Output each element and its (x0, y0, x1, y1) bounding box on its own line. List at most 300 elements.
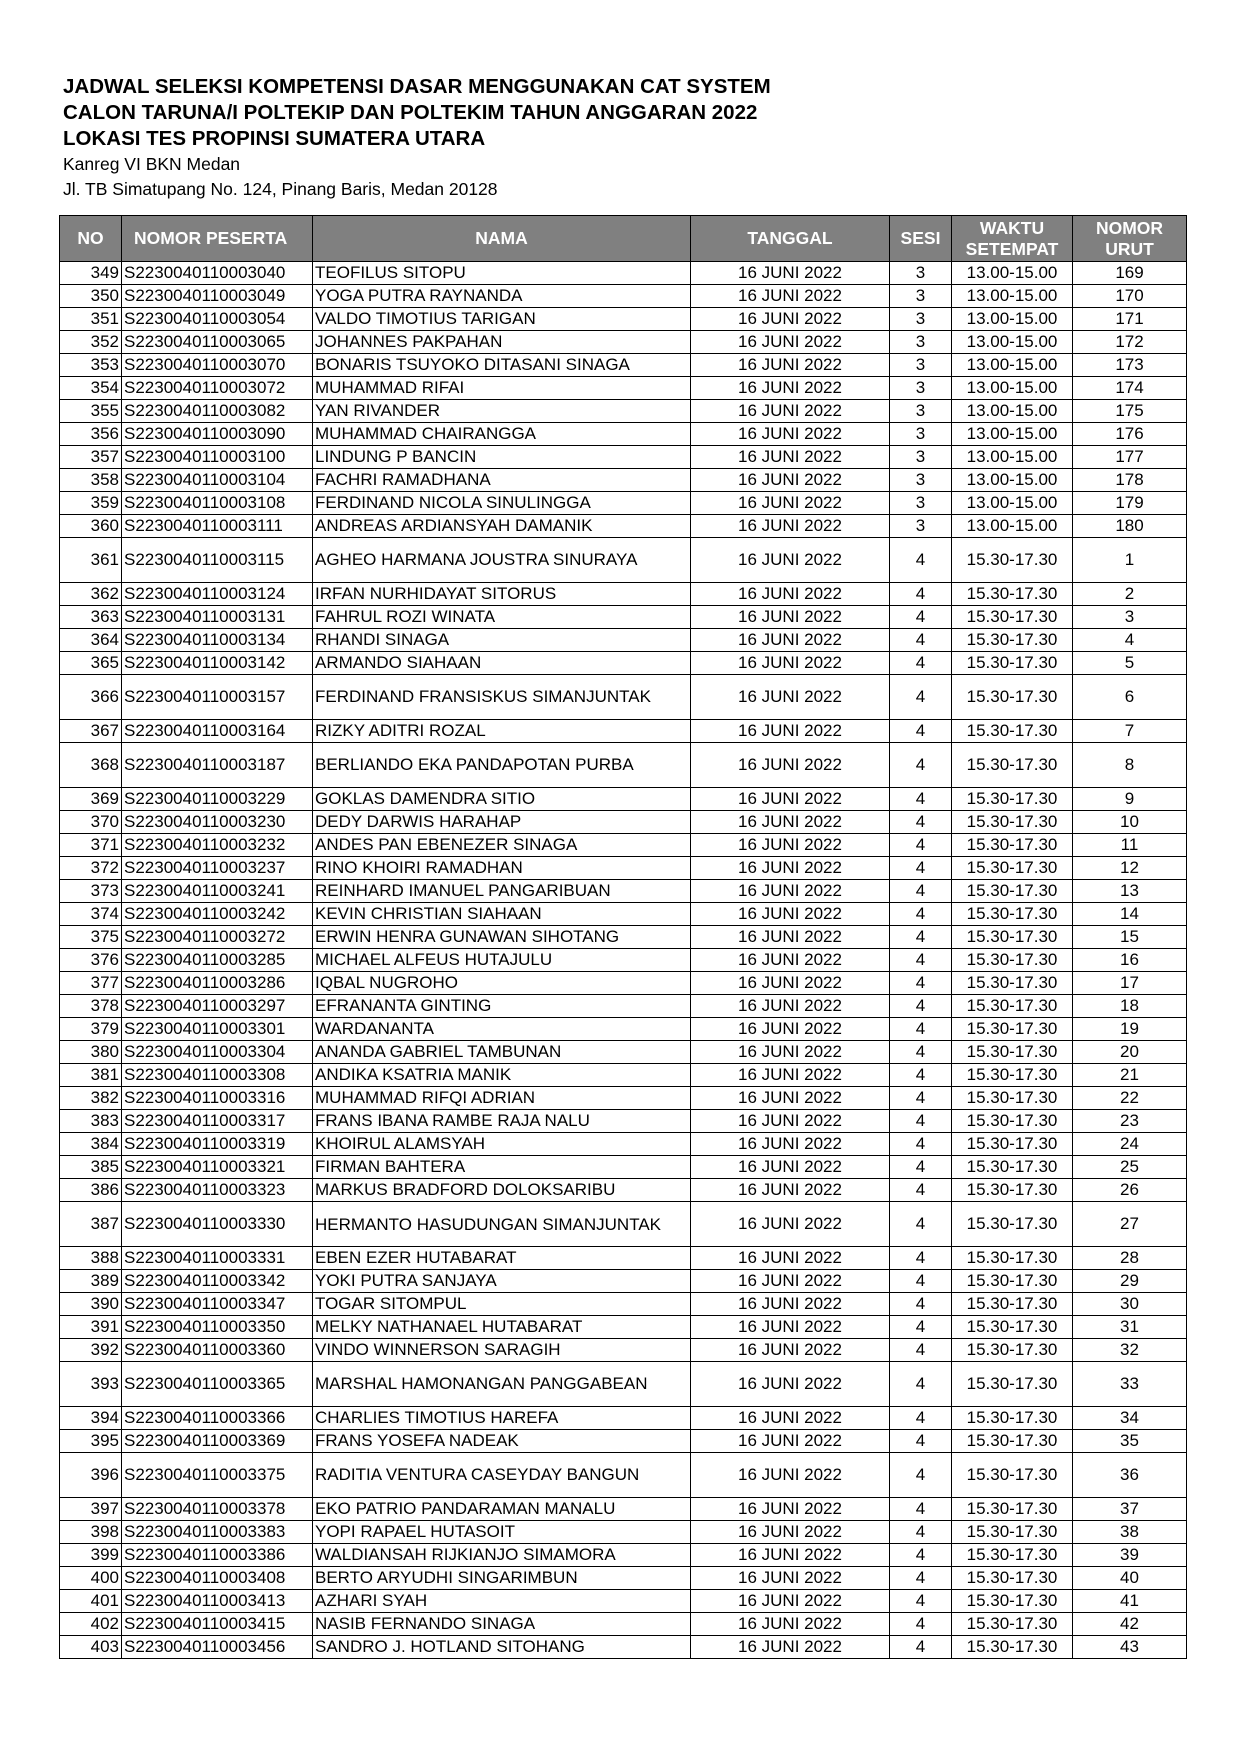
cell-waktu: 13.00-15.00 (952, 354, 1073, 377)
table-header-row (60, 216, 1187, 262)
cell-no: 393 (60, 1362, 122, 1407)
cell-waktu: 15.30-17.30 (952, 1636, 1073, 1659)
cell-nomor-urut: 172 (1073, 331, 1187, 354)
cell-tanggal: 16 JUNI 2022 (691, 1498, 890, 1521)
cell-sesi: 4 (890, 538, 952, 583)
cell-nama: EKO PATRIO PANDARAMAN MANALU (313, 1498, 691, 1521)
cell-waktu: 13.00-15.00 (952, 285, 1073, 308)
cell-nomor-urut: 1 (1073, 538, 1187, 583)
cell-tanggal: 16 JUNI 2022 (691, 583, 890, 606)
cell-waktu: 15.30-17.30 (952, 1133, 1073, 1156)
cell-tanggal: 16 JUNI 2022 (691, 1567, 890, 1590)
cell-nomor-urut: 13 (1073, 880, 1187, 903)
cell-nama: VALDO TIMOTIUS TARIGAN (313, 308, 691, 331)
cell-no: 388 (60, 1247, 122, 1270)
cell-sesi: 4 (890, 743, 952, 788)
cell-nama: RIZKY ADITRI ROZAL (313, 720, 691, 743)
cell-nama: TEOFILUS SITOPU (313, 262, 691, 285)
cell-sesi: 4 (890, 675, 952, 720)
cell-no: 394 (60, 1407, 122, 1430)
cell-nomor-peserta: S2230040110003321 (122, 1156, 313, 1179)
cell-sesi: 3 (890, 515, 952, 538)
cell-tanggal: 16 JUNI 2022 (691, 629, 890, 652)
cell-nomor-peserta: S2230040110003187 (122, 743, 313, 788)
cell-sesi: 3 (890, 354, 952, 377)
cell-nomor-urut: 37 (1073, 1498, 1187, 1521)
cell-waktu: 15.30-17.30 (952, 834, 1073, 857)
cell-nomor-peserta: S2230040110003304 (122, 1041, 313, 1064)
cell-no: 374 (60, 903, 122, 926)
cell-nomor-urut: 40 (1073, 1567, 1187, 1590)
cell-nama: FERDINAND FRANSISKUS SIMANJUNTAK (313, 675, 691, 720)
office-address: Jl. TB Simatupang No. 124, Pinang Baris, Medan 20128 (63, 179, 498, 199)
cell-no: 378 (60, 995, 122, 1018)
cell-nomor-urut: 4 (1073, 629, 1187, 652)
cell-nama: YAN RIVANDER (313, 400, 691, 423)
cell-tanggal: 16 JUNI 2022 (691, 1613, 890, 1636)
cell-nama: RADITIA VENTURA CASEYDAY BANGUN (313, 1453, 691, 1498)
cell-sesi: 4 (890, 1498, 952, 1521)
cell-nomor-urut: 22 (1073, 1087, 1187, 1110)
cell-nomor-urut: 38 (1073, 1521, 1187, 1544)
cell-nomor-peserta: S2230040110003360 (122, 1339, 313, 1362)
cell-tanggal: 16 JUNI 2022 (691, 308, 890, 331)
cell-tanggal: 16 JUNI 2022 (691, 446, 890, 469)
cell-tanggal: 16 JUNI 2022 (691, 926, 890, 949)
table-row (60, 995, 1187, 1018)
cell-tanggal: 16 JUNI 2022 (691, 1064, 890, 1087)
cell-nomor-peserta: S2230040110003330 (122, 1202, 313, 1247)
cell-nomor-peserta: S2230040110003090 (122, 423, 313, 446)
cell-sesi: 4 (890, 652, 952, 675)
cell-tanggal: 16 JUNI 2022 (691, 1590, 890, 1613)
cell-sesi: 4 (890, 926, 952, 949)
cell-sesi: 4 (890, 1041, 952, 1064)
cell-no: 387 (60, 1202, 122, 1247)
table-row (60, 652, 1187, 675)
table-row (60, 857, 1187, 880)
cell-nomor-urut: 6 (1073, 675, 1187, 720)
cell-tanggal: 16 JUNI 2022 (691, 811, 890, 834)
cell-waktu: 15.30-17.30 (952, 606, 1073, 629)
cell-waktu: 13.00-15.00 (952, 492, 1073, 515)
cell-tanggal: 16 JUNI 2022 (691, 834, 890, 857)
cell-waktu: 15.30-17.30 (952, 1247, 1073, 1270)
table-row (60, 1590, 1187, 1613)
cell-nomor-urut: 33 (1073, 1362, 1187, 1407)
cell-no: 357 (60, 446, 122, 469)
cell-nomor-urut: 176 (1073, 423, 1187, 446)
cell-sesi: 4 (890, 1087, 952, 1110)
cell-waktu: 15.30-17.30 (952, 788, 1073, 811)
cell-nomor-peserta: S2230040110003229 (122, 788, 313, 811)
table-row (60, 492, 1187, 515)
table-row (60, 469, 1187, 492)
column-header-tanggal: TANGGAL (691, 216, 890, 262)
cell-nomor-peserta: S2230040110003232 (122, 834, 313, 857)
table-row (60, 1293, 1187, 1316)
cell-nomor-urut: 8 (1073, 743, 1187, 788)
cell-nomor-peserta: S2230040110003331 (122, 1247, 313, 1270)
cell-nomor-peserta: S2230040110003350 (122, 1316, 313, 1339)
cell-nomor-peserta: S2230040110003242 (122, 903, 313, 926)
cell-sesi: 4 (890, 1453, 952, 1498)
cell-no: 391 (60, 1316, 122, 1339)
cell-tanggal: 16 JUNI 2022 (691, 1087, 890, 1110)
cell-no: 362 (60, 583, 122, 606)
cell-nama: WARDANANTA (313, 1018, 691, 1041)
cell-nomor-urut: 169 (1073, 262, 1187, 285)
cell-tanggal: 16 JUNI 2022 (691, 1407, 890, 1430)
cell-tanggal: 16 JUNI 2022 (691, 1362, 890, 1407)
cell-no: 353 (60, 354, 122, 377)
cell-waktu: 15.30-17.30 (952, 1179, 1073, 1202)
table-row (60, 1567, 1187, 1590)
cell-nomor-peserta: S2230040110003142 (122, 652, 313, 675)
cell-nomor-urut: 9 (1073, 788, 1187, 811)
cell-nama: FIRMAN BAHTERA (313, 1156, 691, 1179)
cell-nomor-urut: 170 (1073, 285, 1187, 308)
cell-no: 392 (60, 1339, 122, 1362)
cell-waktu: 15.30-17.30 (952, 1064, 1073, 1087)
document-title-line-3: LOKASI TES PROPINSI SUMATERA UTARA (63, 127, 486, 150)
cell-nama: RHANDI SINAGA (313, 629, 691, 652)
cell-nama: RINO KHOIRI RAMADHAN (313, 857, 691, 880)
cell-nama: FAHRUL ROZI WINATA (313, 606, 691, 629)
cell-nomor-peserta: S2230040110003413 (122, 1590, 313, 1613)
cell-sesi: 4 (890, 1339, 952, 1362)
cell-nama: KEVIN CHRISTIAN SIAHAAN (313, 903, 691, 926)
cell-sesi: 3 (890, 423, 952, 446)
cell-nomor-urut: 179 (1073, 492, 1187, 515)
cell-nama: FERDINAND NICOLA SINULINGGA (313, 492, 691, 515)
cell-no: 352 (60, 331, 122, 354)
table-row (60, 949, 1187, 972)
cell-nama: JOHANNES PAKPAHAN (313, 331, 691, 354)
cell-nama: MUHAMMAD RIFQI ADRIAN (313, 1087, 691, 1110)
cell-tanggal: 16 JUNI 2022 (691, 1544, 890, 1567)
cell-nomor-urut: 12 (1073, 857, 1187, 880)
cell-nomor-peserta: S2230040110003040 (122, 262, 313, 285)
table-row (60, 446, 1187, 469)
cell-no: 369 (60, 788, 122, 811)
cell-tanggal: 16 JUNI 2022 (691, 354, 890, 377)
table-row (60, 400, 1187, 423)
cell-sesi: 3 (890, 285, 952, 308)
cell-nomor-urut: 26 (1073, 1179, 1187, 1202)
cell-nomor-peserta: S2230040110003286 (122, 972, 313, 995)
cell-nomor-urut: 28 (1073, 1247, 1187, 1270)
cell-nama: FRANS IBANA RAMBE RAJA NALU (313, 1110, 691, 1133)
cell-sesi: 4 (890, 1521, 952, 1544)
table-row (60, 1087, 1187, 1110)
cell-nomor-peserta: S2230040110003369 (122, 1430, 313, 1453)
table-row (60, 423, 1187, 446)
cell-no: 376 (60, 949, 122, 972)
cell-tanggal: 16 JUNI 2022 (691, 1339, 890, 1362)
cell-nama: HERMANTO HASUDUNGAN SIMANJUNTAK (313, 1202, 691, 1247)
cell-nomor-urut: 11 (1073, 834, 1187, 857)
cell-nama: MARSHAL HAMONANGAN PANGGABEAN (313, 1362, 691, 1407)
cell-waktu: 13.00-15.00 (952, 446, 1073, 469)
cell-no: 361 (60, 538, 122, 583)
cell-tanggal: 16 JUNI 2022 (691, 1293, 890, 1316)
cell-nomor-urut: 32 (1073, 1339, 1187, 1362)
table-row (60, 1270, 1187, 1293)
cell-nama: CHARLIES TIMOTIUS HAREFA (313, 1407, 691, 1430)
cell-waktu: 15.30-17.30 (952, 652, 1073, 675)
table-row (60, 285, 1187, 308)
cell-waktu: 15.30-17.30 (952, 880, 1073, 903)
cell-nomor-peserta: S2230040110003285 (122, 949, 313, 972)
cell-no: 401 (60, 1590, 122, 1613)
cell-nomor-urut: 35 (1073, 1430, 1187, 1453)
table-row (60, 1247, 1187, 1270)
cell-nama: MICHAEL ALFEUS HUTAJULU (313, 949, 691, 972)
cell-waktu: 15.30-17.30 (952, 972, 1073, 995)
cell-waktu: 15.30-17.30 (952, 1544, 1073, 1567)
cell-nomor-peserta: S2230040110003111 (122, 515, 313, 538)
cell-waktu: 15.30-17.30 (952, 811, 1073, 834)
table-row (60, 720, 1187, 743)
table-row (60, 743, 1187, 788)
cell-waktu: 13.00-15.00 (952, 469, 1073, 492)
cell-tanggal: 16 JUNI 2022 (691, 880, 890, 903)
cell-nomor-urut: 31 (1073, 1316, 1187, 1339)
cell-tanggal: 16 JUNI 2022 (691, 972, 890, 995)
table-row (60, 1362, 1187, 1407)
cell-nomor-urut: 18 (1073, 995, 1187, 1018)
cell-nama: FACHRI RAMADHANA (313, 469, 691, 492)
cell-nomor-peserta: S2230040110003415 (122, 1613, 313, 1636)
cell-no: 367 (60, 720, 122, 743)
cell-waktu: 15.30-17.30 (952, 538, 1073, 583)
cell-nama: IQBAL NUGROHO (313, 972, 691, 995)
cell-nomor-peserta: S2230040110003365 (122, 1362, 313, 1407)
cell-nama: LINDUNG P BANCIN (313, 446, 691, 469)
cell-waktu: 15.30-17.30 (952, 1270, 1073, 1293)
cell-sesi: 3 (890, 331, 952, 354)
cell-sesi: 3 (890, 492, 952, 515)
cell-waktu: 15.30-17.30 (952, 949, 1073, 972)
cell-waktu: 15.30-17.30 (952, 1407, 1073, 1430)
cell-sesi: 4 (890, 1202, 952, 1247)
table-row (60, 583, 1187, 606)
column-header-sesi: SESI (890, 216, 952, 262)
cell-tanggal: 16 JUNI 2022 (691, 1018, 890, 1041)
cell-no: 396 (60, 1453, 122, 1498)
cell-waktu: 13.00-15.00 (952, 400, 1073, 423)
cell-nama: KHOIRUL ALAMSYAH (313, 1133, 691, 1156)
cell-no: 350 (60, 285, 122, 308)
cell-tanggal: 16 JUNI 2022 (691, 423, 890, 446)
cell-nomor-urut: 27 (1073, 1202, 1187, 1247)
cell-sesi: 4 (890, 629, 952, 652)
cell-nomor-peserta: S2230040110003323 (122, 1179, 313, 1202)
cell-tanggal: 16 JUNI 2022 (691, 1202, 890, 1247)
cell-nomor-urut: 180 (1073, 515, 1187, 538)
cell-nomor-urut: 173 (1073, 354, 1187, 377)
cell-waktu: 15.30-17.30 (952, 1316, 1073, 1339)
cell-nomor-urut: 178 (1073, 469, 1187, 492)
table-row (60, 1544, 1187, 1567)
cell-sesi: 4 (890, 949, 952, 972)
table-row (60, 1339, 1187, 1362)
table-row (60, 1179, 1187, 1202)
cell-sesi: 4 (890, 1064, 952, 1087)
cell-sesi: 3 (890, 262, 952, 285)
cell-nomor-urut: 23 (1073, 1110, 1187, 1133)
cell-no: 360 (60, 515, 122, 538)
cell-nomor-urut: 42 (1073, 1613, 1187, 1636)
cell-waktu: 15.30-17.30 (952, 903, 1073, 926)
table-row (60, 1018, 1187, 1041)
cell-nama: GOKLAS DAMENDRA SITIO (313, 788, 691, 811)
cell-nomor-urut: 171 (1073, 308, 1187, 331)
column-header-no: NO (60, 216, 122, 262)
cell-nomor-peserta: S2230040110003317 (122, 1110, 313, 1133)
cell-nomor-urut: 5 (1073, 652, 1187, 675)
table-row (60, 629, 1187, 652)
cell-no: 354 (60, 377, 122, 400)
table-body (60, 262, 1187, 1659)
cell-waktu: 15.30-17.30 (952, 1018, 1073, 1041)
cell-tanggal: 16 JUNI 2022 (691, 949, 890, 972)
cell-no: 351 (60, 308, 122, 331)
cell-nama: FRANS YOSEFA NADEAK (313, 1430, 691, 1453)
cell-tanggal: 16 JUNI 2022 (691, 1156, 890, 1179)
cell-nomor-peserta: S2230040110003070 (122, 354, 313, 377)
cell-no: 381 (60, 1064, 122, 1087)
cell-tanggal: 16 JUNI 2022 (691, 1133, 890, 1156)
cell-nama: SANDRO J. HOTLAND SITOHANG (313, 1636, 691, 1659)
cell-no: 384 (60, 1133, 122, 1156)
cell-nomor-urut: 19 (1073, 1018, 1187, 1041)
table-row (60, 1498, 1187, 1521)
cell-nama: BONARIS TSUYOKO DITASANI SINAGA (313, 354, 691, 377)
cell-waktu: 15.30-17.30 (952, 857, 1073, 880)
document-title-line-2: CALON TARUNA/I POLTEKIP DAN POLTEKIM TAHUN ANGGARAN 2022 (63, 101, 758, 124)
cell-nama: AZHARI SYAH (313, 1590, 691, 1613)
cell-sesi: 4 (890, 1362, 952, 1407)
cell-nomor-peserta: S2230040110003082 (122, 400, 313, 423)
cell-nomor-peserta: S2230040110003319 (122, 1133, 313, 1156)
cell-no: 368 (60, 743, 122, 788)
column-header-waktu-line-1: WAKTU (979, 217, 1045, 238)
cell-sesi: 4 (890, 1179, 952, 1202)
cell-nomor-urut: 39 (1073, 1544, 1187, 1567)
cell-sesi: 4 (890, 834, 952, 857)
cell-sesi: 4 (890, 972, 952, 995)
cell-sesi: 3 (890, 446, 952, 469)
cell-tanggal: 16 JUNI 2022 (691, 538, 890, 583)
table-row (60, 1407, 1187, 1430)
column-header-waktu-line-2: SETEMPAT (965, 238, 1059, 259)
table-row (60, 1453, 1187, 1498)
cell-nama: BERLIANDO EKA PANDAPOTAN PURBA (313, 743, 691, 788)
cell-sesi: 4 (890, 857, 952, 880)
cell-nama: NASIB FERNANDO SINAGA (313, 1613, 691, 1636)
cell-nomor-urut: 14 (1073, 903, 1187, 926)
cell-nama: YOGA PUTRA RAYNANDA (313, 285, 691, 308)
cell-no: 383 (60, 1110, 122, 1133)
cell-tanggal: 16 JUNI 2022 (691, 1041, 890, 1064)
table-row (60, 972, 1187, 995)
cell-nomor-peserta: S2230040110003164 (122, 720, 313, 743)
cell-tanggal: 16 JUNI 2022 (691, 903, 890, 926)
cell-nama: REINHARD IMANUEL PANGARIBUAN (313, 880, 691, 903)
cell-waktu: 15.30-17.30 (952, 1498, 1073, 1521)
cell-no: 398 (60, 1521, 122, 1544)
cell-waktu: 15.30-17.30 (952, 1567, 1073, 1590)
cell-sesi: 4 (890, 1156, 952, 1179)
table-row (60, 354, 1187, 377)
office-name: Kanreg VI BKN Medan (63, 154, 241, 174)
cell-nomor-urut: 25 (1073, 1156, 1187, 1179)
table-row (60, 262, 1187, 285)
cell-waktu: 15.30-17.30 (952, 1590, 1073, 1613)
cell-no: 385 (60, 1156, 122, 1179)
cell-nama: VINDO WINNERSON SARAGIH (313, 1339, 691, 1362)
cell-no: 400 (60, 1567, 122, 1590)
cell-nomor-peserta: S2230040110003134 (122, 629, 313, 652)
cell-tanggal: 16 JUNI 2022 (691, 606, 890, 629)
table-row (60, 1133, 1187, 1156)
cell-waktu: 13.00-15.00 (952, 423, 1073, 446)
cell-waktu: 15.30-17.30 (952, 1087, 1073, 1110)
cell-nomor-peserta: S2230040110003065 (122, 331, 313, 354)
cell-waktu: 15.30-17.30 (952, 1202, 1073, 1247)
cell-nomor-peserta: S2230040110003100 (122, 446, 313, 469)
cell-nomor-peserta: S2230040110003378 (122, 1498, 313, 1521)
cell-nomor-urut: 7 (1073, 720, 1187, 743)
cell-tanggal: 16 JUNI 2022 (691, 1110, 890, 1133)
cell-sesi: 4 (890, 720, 952, 743)
cell-nomor-peserta: S2230040110003316 (122, 1087, 313, 1110)
cell-sesi: 4 (890, 1293, 952, 1316)
table-row (60, 1041, 1187, 1064)
table-row (60, 1110, 1187, 1133)
cell-waktu: 13.00-15.00 (952, 308, 1073, 331)
cell-no: 358 (60, 469, 122, 492)
cell-waktu: 15.30-17.30 (952, 1041, 1073, 1064)
cell-no: 380 (60, 1041, 122, 1064)
cell-tanggal: 16 JUNI 2022 (691, 515, 890, 538)
document-title-line-1: JADWAL SELEKSI KOMPETENSI DASAR MENGGUNAKAN CAT SYSTEM (63, 75, 771, 98)
table-row (60, 1316, 1187, 1339)
cell-sesi: 4 (890, 903, 952, 926)
cell-nomor-urut: 175 (1073, 400, 1187, 423)
cell-waktu: 13.00-15.00 (952, 515, 1073, 538)
cell-tanggal: 16 JUNI 2022 (691, 857, 890, 880)
cell-sesi: 4 (890, 1270, 952, 1293)
cell-no: 375 (60, 926, 122, 949)
cell-sesi: 4 (890, 1133, 952, 1156)
cell-nomor-peserta: S2230040110003297 (122, 995, 313, 1018)
cell-nomor-peserta: S2230040110003272 (122, 926, 313, 949)
cell-nomor-peserta: S2230040110003301 (122, 1018, 313, 1041)
cell-sesi: 4 (890, 1590, 952, 1613)
cell-nama: AGHEO HARMANA JOUSTRA SINURAYA (313, 538, 691, 583)
cell-nomor-peserta: S2230040110003157 (122, 675, 313, 720)
cell-waktu: 15.30-17.30 (952, 926, 1073, 949)
cell-nomor-peserta: S2230040110003241 (122, 880, 313, 903)
cell-nomor-peserta: S2230040110003308 (122, 1064, 313, 1087)
cell-nomor-peserta: S2230040110003054 (122, 308, 313, 331)
column-header-waktu-setempat (952, 216, 1073, 262)
cell-nomor-urut: 34 (1073, 1407, 1187, 1430)
cell-nama: ANDES PAN EBENEZER SINAGA (313, 834, 691, 857)
